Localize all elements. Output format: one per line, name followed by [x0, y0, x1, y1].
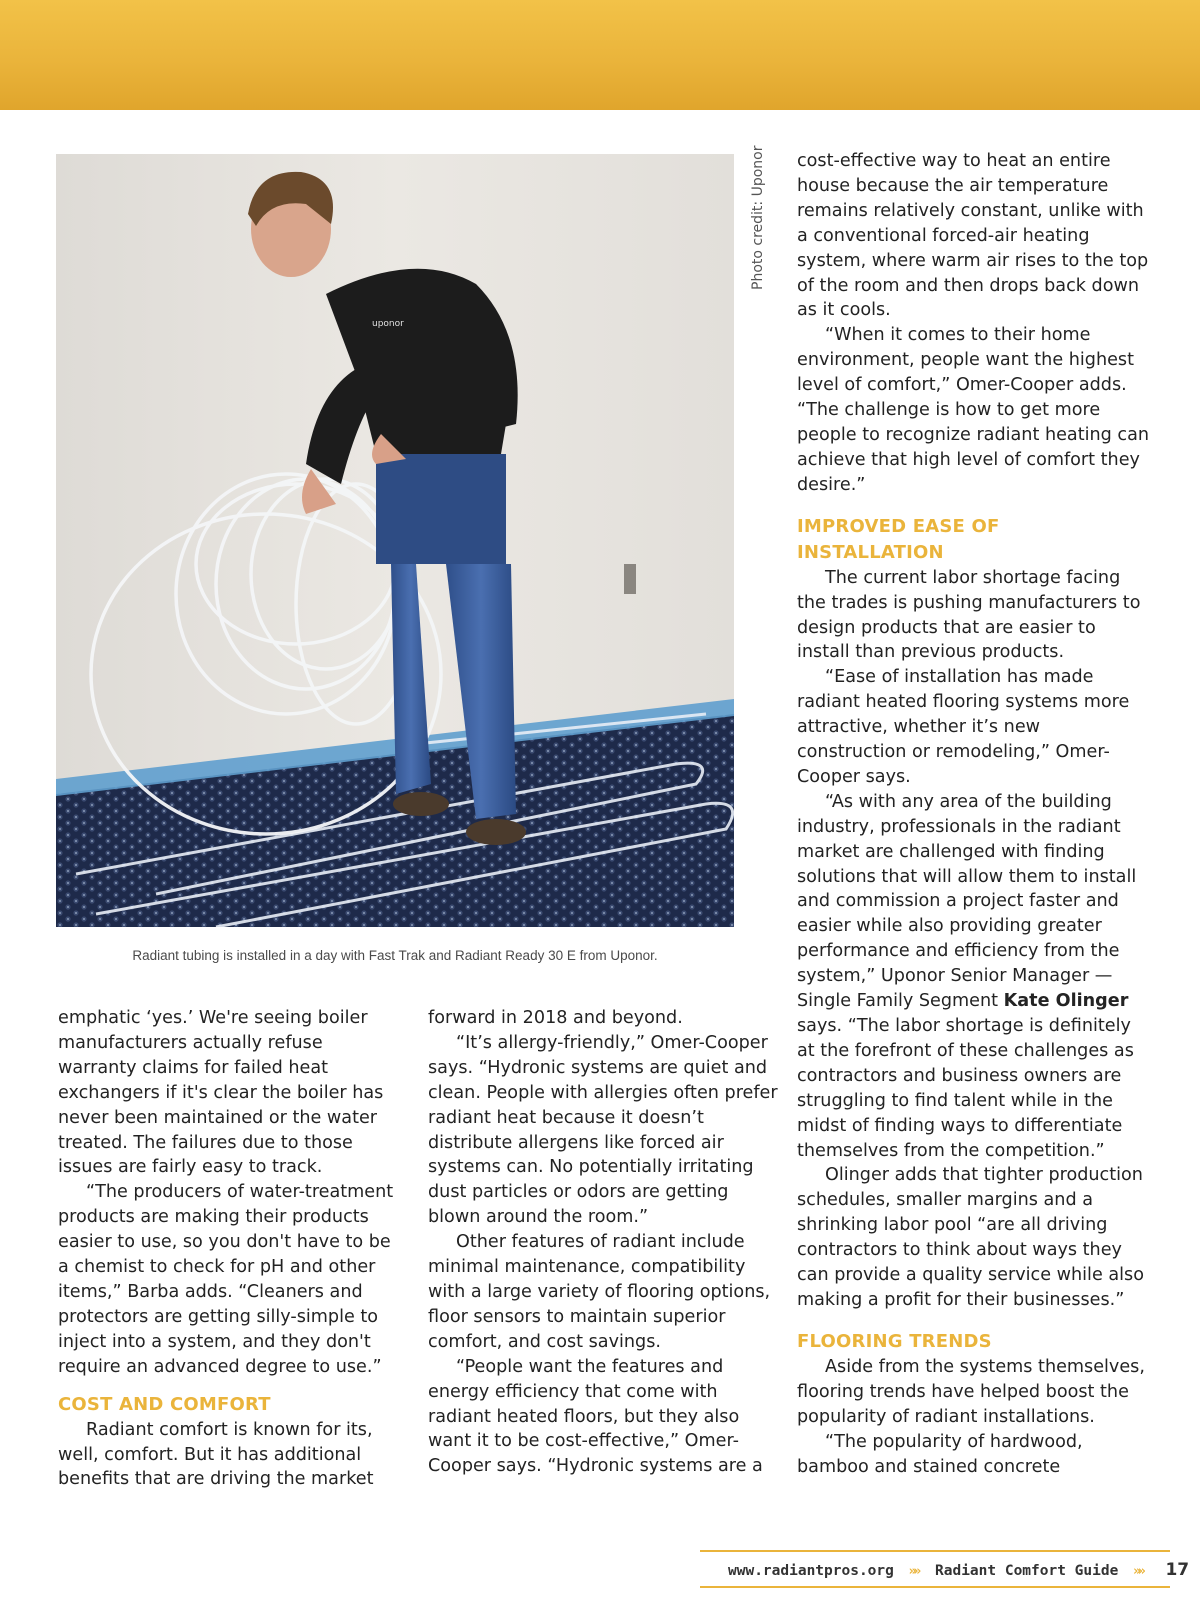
- article-column-1: [58, 1006, 398, 1492]
- paragraph: “When it comes to their home environment, people want the highest level of comfort,” Omer-Cooper adds. “The challenge is how to get more people to recognize radiant heating can achieve that high level of comfort they desire.”: [797, 325, 1150, 495]
- footer-rule-bottom: [700, 1586, 1170, 1588]
- paragraph: Olinger adds that tighter production schedules, smaller margins and a shrinking labor pool “are all driving contractors to think about ways they can provide a quality service while also making a profit for their businesses.”: [797, 1165, 1144, 1310]
- shirt-logo: uponor: [372, 319, 404, 329]
- footer-rule-top: [700, 1550, 1170, 1552]
- paragraph: “The popularity of hardwood, bamboo and stained concrete: [797, 1431, 1083, 1477]
- paragraph: The current labor shortage facing the trades is pushing manufacturers to design products that are easier to install than previous products.: [797, 567, 1141, 663]
- person-name: Kate Olinger: [1003, 991, 1129, 1012]
- article-column-2: [428, 1006, 778, 1479]
- paragraph: emphatic ‘yes.’ We're seeing boiler manufacturers actually refuse warranty claims for failed heat exchangers if it's clear the boiler has never been maintained or the water treated. The failures due to those issues are fairly easy to track.: [58, 1008, 384, 1178]
- page-footer: [728, 1560, 1190, 1580]
- paragraph: [797, 790, 1152, 1164]
- article-photo: [56, 154, 734, 927]
- section-heading-flooring-trends: FLOORING TRENDS: [797, 1330, 992, 1352]
- paragraph: “Ease of installation has made radiant heated flooring systems more attractive, whether it’s new construction or remodeling,” Omer-Cooper says.: [797, 667, 1130, 787]
- paragraph: cost-effective way to heat an entire house because the air temperature remains relatively constant, unlike with a conventional forced-air heating system, where warm air rises to the top of the room and then drops back down as it cools.: [797, 151, 1149, 321]
- section-heading-improved-ease-of-installation: IMPROVED EASE OF INSTALLATION: [797, 515, 1000, 563]
- footer-publication: Radiant Comfort Guide: [935, 1563, 1119, 1579]
- article-column-3: [797, 149, 1152, 1479]
- paragraph: “It’s allergy-friendly,” Omer-Cooper says. “Hydronic systems are quiet and clean. People with allergies often prefer radiant heat because it doesn’t distribute allergens like forced air systems can. No potentially irritating dust particles or odors are getting blown around the room.”: [428, 1032, 778, 1228]
- header-band: [0, 0, 1200, 110]
- photo-credit-text: Photo credit: Uponor: [750, 145, 766, 290]
- photo-credit: [750, 145, 770, 290]
- page-number: 17: [1165, 1560, 1190, 1580]
- paragraph-text: says. “The labor shortage is definitely at the forefront of these challenges as contractors and business owners are struggling to find talent while in the midst of finding ways to differentiate themselves from the competition.”: [797, 1016, 1134, 1161]
- paragraph: Radiant comfort is known for its, well, comfort. But it has additional benefits that are driving the market: [58, 1419, 374, 1490]
- chevron-separator-icon: »»: [1133, 1564, 1143, 1579]
- paragraph: forward in 2018 and beyond.: [428, 1008, 683, 1028]
- footer-url[interactable]: www.radiantpros.org: [728, 1563, 894, 1579]
- paragraph: Aside from the systems themselves, flooring trends have helped boost the popularity of radiant installations.: [797, 1356, 1145, 1427]
- paragraph-text: “As with any area of the building industry, professionals in the radiant market are challenged with finding solutions that will allow them to install and commission a project faster and easier while also providing greater performance and efficiency from the system,” Uponor Senior Manager — Single Family Segment: [797, 791, 1137, 1012]
- chevron-separator-icon: »»: [908, 1564, 919, 1579]
- paragraph: “The producers of water-treatment products are making their products easier to use, so you don't have to be a chemist to check for pH and other items,” Barba adds. “Cleaners and protectors are getting silly-simple to inject into a system, and they don't require an advanced degree to use.”: [58, 1182, 394, 1377]
- photo-caption: Radiant tubing is installed in a day with Fast Trak and Radiant Ready 30 E from Uponor.: [132, 948, 658, 963]
- paragraph: “People want the features and energy efficiency that come with radiant heated floors, but they also want it to be cost-effective,” Omer-Cooper says. “Hydronic systems are a: [428, 1356, 763, 1477]
- paragraph: Other features of radiant include minimal maintenance, compatibility with a large variety of flooring options, floor sensors to maintain superior comfort, and cost savings.: [428, 1232, 771, 1352]
- section-heading-cost-and-comfort: COST AND COMFORT: [58, 1393, 271, 1415]
